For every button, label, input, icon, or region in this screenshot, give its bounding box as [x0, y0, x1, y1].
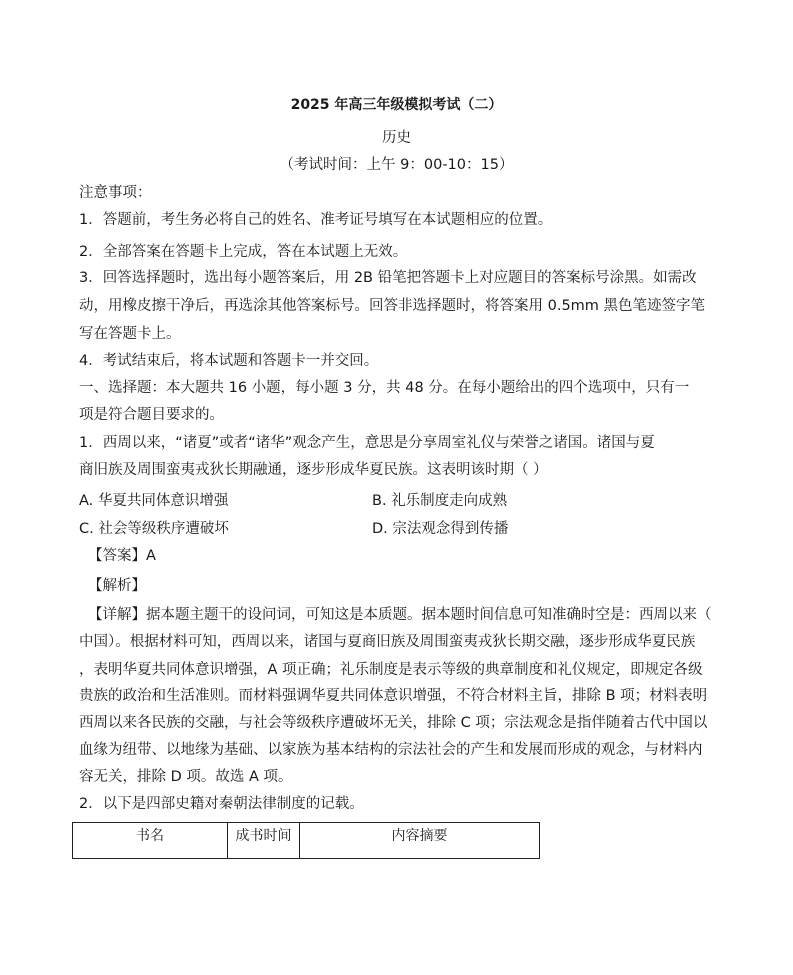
section-heading: 一、选择题：本大题共 16 小题，每小题 3 分，共 48 分。在每小题给出的四个选项中，只有一: [79, 380, 690, 396]
exam-subject: 历史: [382, 130, 411, 146]
q2-stem: 2．以下是四部史籍对秦朝法律制度的记载。: [79, 796, 364, 812]
table-header-cell: 成书时间: [228, 823, 300, 859]
table-header-cell: 内容摘要: [300, 823, 540, 859]
q1-option-b: B. 礼乐制度走向成熟: [372, 493, 508, 509]
table-header-row: [73, 823, 540, 859]
q1-stem: 1．西周以来，“诸夏”或者“诸华”观念产生，意思是分享周室礼仪与荣誉之诸国。诸国与夏: [79, 435, 655, 451]
q1-detail-line: 贵族的政治和生活准则。而材料强调华夏共同体意识增强，不符合材料主旨，排除 B 项；材料表明: [79, 688, 708, 704]
notice-item: 3．回答选择题时，选出每小题答案后，用 2B 铅笔把答题卡上对应题目的答案标号涂黑。如需改: [79, 270, 697, 286]
q1-answer: 【答案】A: [88, 548, 156, 564]
q1-detail-line: ，表明华夏共同体意识增强，A 项正确；礼乐制度是表示等级的典章制度和礼仪规定，即规定各级: [79, 662, 703, 678]
notice-item: 2．全部答案在答题卡上完成，答在本试题上无效。: [79, 244, 408, 260]
section-heading-cont: 项是符合题目要求的。: [79, 407, 224, 423]
notice-heading: 注意事项：: [79, 185, 152, 201]
notice-item: 动，用橡皮擦干净后，再选涂其他答案标号。回答非选择题时，将答案用 0.5mm 黑色笔迹签字笔: [79, 298, 706, 314]
q2-table: [72, 822, 540, 859]
q1-analysis-label: 【解析】: [88, 578, 146, 594]
exam-title: 2025 年高三年级模拟考试（二）: [290, 97, 503, 113]
table-header-cell: 书名: [73, 823, 228, 859]
exam-time: （考试时间：上午 9：00-10：15）: [279, 157, 514, 173]
q1-detail-line: 血缘为纽带、以地缘为基础、以家族为基本结构的宗法社会的产生和发展而形成的观念，与材料内: [79, 742, 703, 758]
q1-detail-line: 容无关，排除 D 项。故选 A 项。: [79, 769, 293, 785]
q1-option-c: C. 社会等级秩序遭破坏: [79, 521, 229, 537]
notice-item: 4．考试结束后，将本试题和答题卡一并交回。: [79, 353, 379, 369]
q1-option-a: A. 华夏共同体意识增强: [79, 493, 229, 509]
q1-stem-cont: 商旧族及周围蛮夷戎狄长期融通，逐步形成华夏民族。这表明该时期（ ）: [79, 462, 548, 478]
q1-detail-line: 西周以来各民族的交融，与社会等级秩序遭破坏无关，排除 C 项；宗法观念是指伴随着古代中国以: [79, 715, 708, 731]
notice-item: 写在答题卡上。: [79, 326, 181, 342]
notice-item: 1．答题前，考生务必将自己的姓名、准考证号填写在本试题相应的位置。: [79, 212, 553, 228]
q1-option-d: D. 宗法观念得到传播: [372, 521, 509, 537]
q1-detail-line: 中国）。根据材料可知，西周以来，诸国与夏商旧族及周围蛮夷戎狄长期交融，逐步形成华夏民族: [79, 634, 696, 650]
q1-detail-line: 【详解】据本题主题干的设问词，可知这是本质题。据本题时间信息可知准确时空是：西周以来（: [88, 607, 712, 623]
